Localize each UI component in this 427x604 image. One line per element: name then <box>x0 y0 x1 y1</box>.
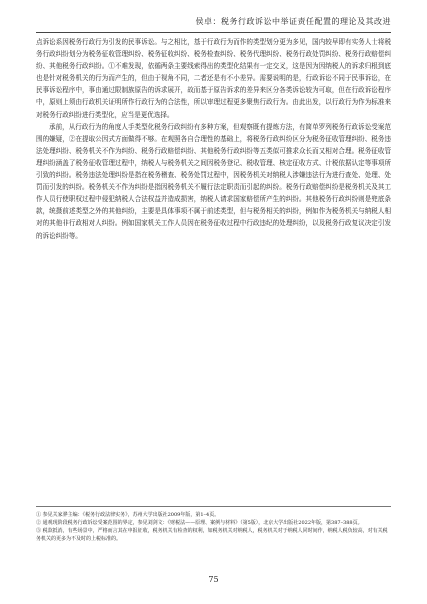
footnote-text: 税款抵消，有些场景中，严格而言其在申报征收，税务机关有检查的权利，如税务机关对纳税人，税务机关对于纳税人同时间作，纳税人税负较高，对有关税务机关的更多为不及时的上税标准的。 <box>36 528 388 542</box>
page-number: 75 <box>208 575 219 584</box>
footnote <box>36 519 391 527</box>
footnote-marker: ① <box>36 512 42 518</box>
footnote <box>36 527 391 543</box>
footnote-text: 通观现阶段税务行政诉讼受案范围的界定，参见刘剑文：《财税法——原理、案例与材料》（第5版），北京大学出版社2022年版，第387–388页。 <box>42 520 363 526</box>
paragraph: 承前，从行政行为的角度人手类型化税务行政纠纷有多种方案，但观察既有提炼方法，有简单罗列税务行政诉讼受案范围的嫌疑，②在提取公因式方面做得不够。在观照各自合理性的基础上，将税务行政纠纷区分为税务征收管理纠纷、税务违法处理纠纷、税务机关不作为纠纷、税务行政赔偿纠纷、其他税务行政纠纷等五类似可推求众长而又相对合理。税务征收管理纠纷涵盖了税务征收管理过程中，纳税人与税务机关之间因税务登记、税收管理、核定征收方式、计税依据认定等事项所引致的纠纷。税务违法处理纠纷是指在税务稽查、税务处罚过程中，因税务机关对纳税人涉嫌违法行为进行查处、处理、处罚而引发的纠纷。税务机关不作为纠纷是指因税务机关不履行法定职责而引起的纠纷。税务行政赔偿纠纷是税务机关及其工作人员行使职权过程中侵犯纳税人合法权益并造成损害，纳税人请求国家赔偿所产生的纠纷。其他税务行政纠纷则是兜底条款，统摄前述类型之外的其他纠纷，主要是具体事项不属于前述类型，但与税务相关的纠纷，例如作为税务机关与纳税人相对的其他非行政相对人纠纷。例如国家机关工作人员因在税务征收过程中行政违纪的处理纠纷，以及税务行政复议决定引发的诉讼纠纷等。 <box>36 122 391 240</box>
footnote-text: 参见关家骅主编：《税务行政法律实务》，苏州大学出版社2009年版，第1–4页。 <box>42 512 220 518</box>
article-body <box>36 36 391 242</box>
header-title: 侯卓：税务行政诉讼中举证责任配置的理论及其改进 <box>195 17 391 26</box>
footnotes <box>36 506 391 543</box>
footnote-marker: ③ <box>36 528 42 534</box>
running-header <box>36 10 391 33</box>
footnote-marker: ② <box>36 520 42 526</box>
footnote <box>36 511 391 519</box>
paragraph: 点诉讼系因税务行政行为引发的民事诉讼。与之相比，基于行政行为而作的类型划分更为多见，国内较早即有实务人士将税务行政纠纷划分为税务征收管理纠纷、税务征收纠纷、税务检查纠纷、税务代理纠纷、税务行政处罚纠纷、税务行政赔偿纠纷、其他税务行政纠纷。①不难发现，依循两条主要线索得出的类型化结果有一定交叉，这是因为因纳税人的诉求归根到底也是针对税务机关的行为而产生的，但由于视角不同，二者还是有不小差异。需要说明的是，行政诉讼不同于民事诉讼，在民事诉讼程序中，事由通过限制族原告的诉求展开，故而基于原告诉求的差异来区分各类诉讼较为可取，但在行政诉讼程序中，原则上须由行政机关证明所作行政行为的合法性，所以审理过程更多聚焦行政行为。由此出发，以行政行为作为标准来对税务行政纠纷进行类型化，应当是更优选择。 <box>36 38 391 119</box>
